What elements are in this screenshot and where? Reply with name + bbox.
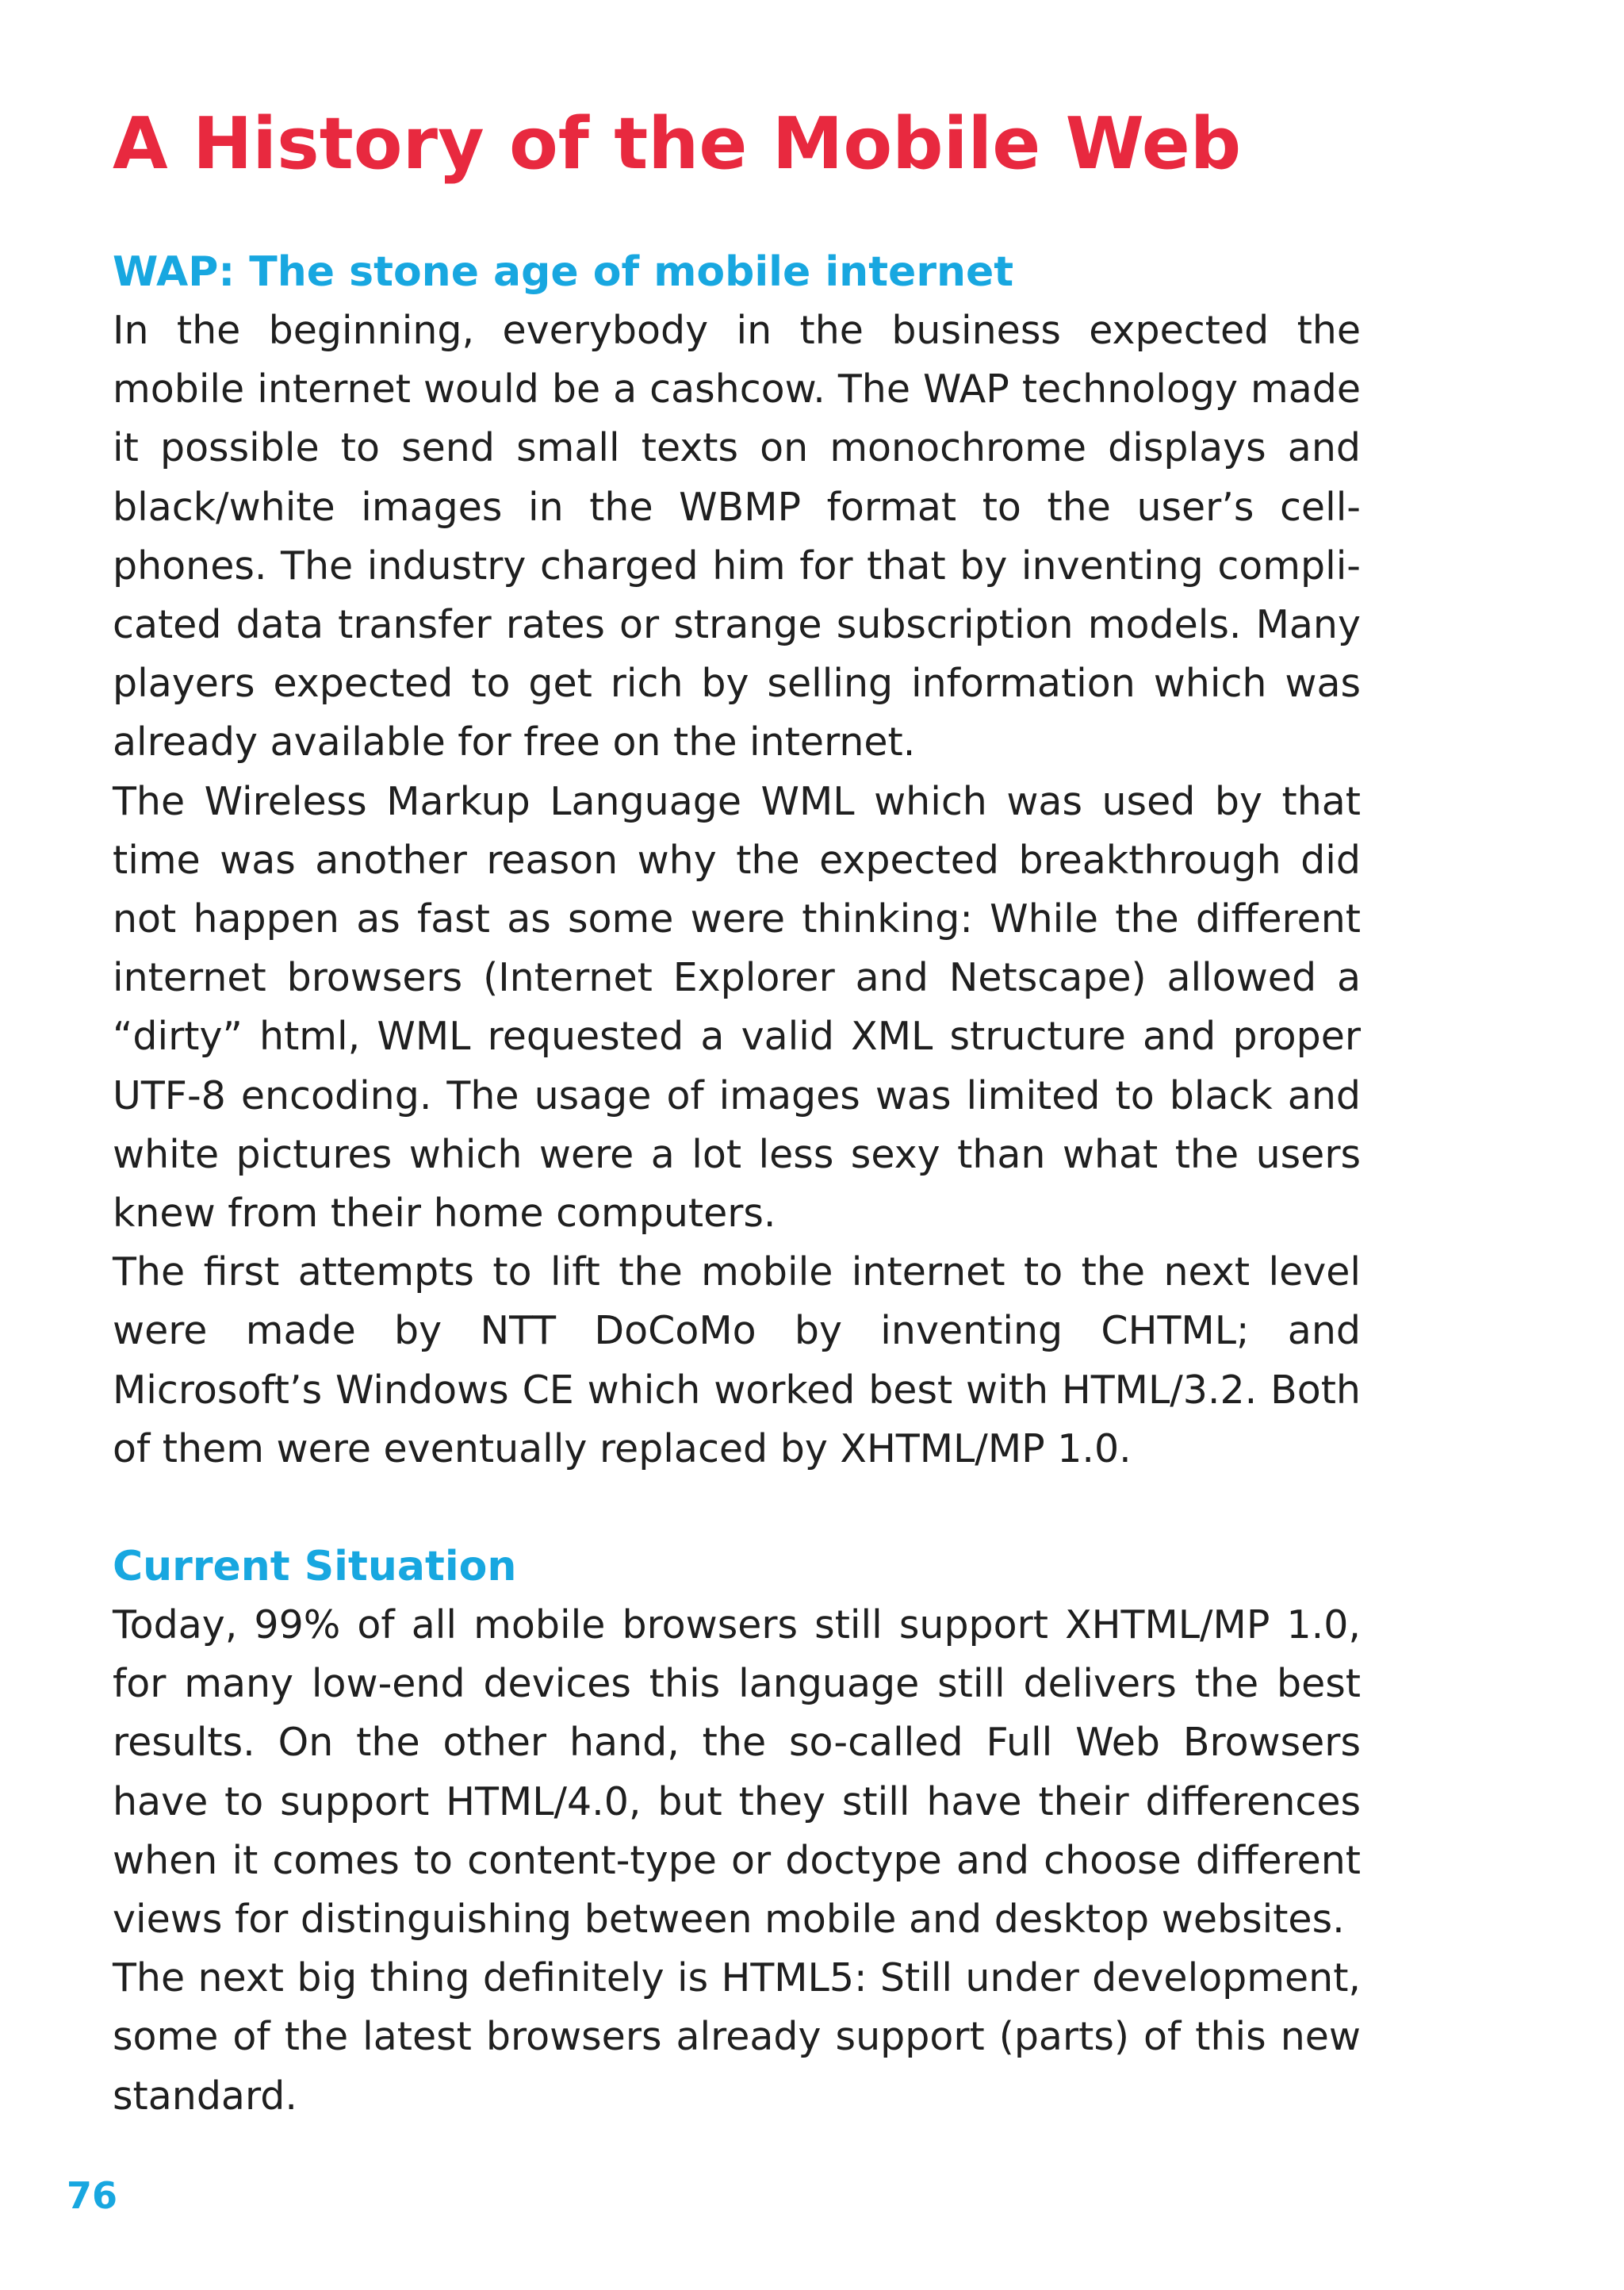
section-heading-current-situation: Current Situation bbox=[113, 1543, 517, 1591]
paragraph: In the beginning, everybody in the business expected the mobile internet would be a cashcow. The WAP technology made it possible to send small texts on monochrome displays and black/white images in the WBMP format to the user’s cell-phones. The industry charged him for that by inventing compli-cated data transfer rates or strange subscription models. Many players expected to get rich by selling information which was already available for free on the internet. bbox=[113, 308, 1361, 765]
section-current-situation bbox=[113, 1537, 1361, 2126]
page-number: 76 bbox=[67, 2174, 118, 2217]
article-body bbox=[113, 243, 1361, 2126]
paragraph: Today, 99% of all mobile browsers still support XHTML/MP 1.0, for many low-end devices this language still delivers the best results. On the other hand, the so-called Full Web Browsers have to support HTML/4.0, but they still have their differences when it comes to content-type or doctype and choose different views for distinguishing between mobile and desktop websites. bbox=[113, 1602, 1361, 1943]
section-spacer bbox=[113, 1479, 1361, 1537]
page-title: A History of the Mobile Web bbox=[113, 102, 1242, 186]
section-heading-wap: WAP: The stone age of mobile internet bbox=[113, 248, 1014, 296]
paragraph: The Wireless Markup Language WML which was used by that time was another reason why the expected breakthrough did not happen as fast as some were thinking: While the different internet browsers (Internet Explorer and Netscape) allowed a “dirty” html, WML requested a valid XML structure and proper UTF-8 encoding. The usage of images was limited to black and white pictures which were a lot less sexy than what the users knew from their home computers. bbox=[113, 778, 1361, 1237]
section-wap bbox=[113, 243, 1361, 1479]
paragraph: The next big thing definitely is HTML5: Still under development, some of the latest browsers already support (parts) of this new standard. bbox=[113, 1955, 1361, 2119]
paragraph: The first attempts to lift the mobile internet to the next level were made by NTT DoCoMo by inventing CHTML; and Microsoft’s Windows CE which worked best with HTML/3.2. Both of them were eventually replaced by XHTML/MP 1.0. bbox=[113, 1249, 1361, 1471]
